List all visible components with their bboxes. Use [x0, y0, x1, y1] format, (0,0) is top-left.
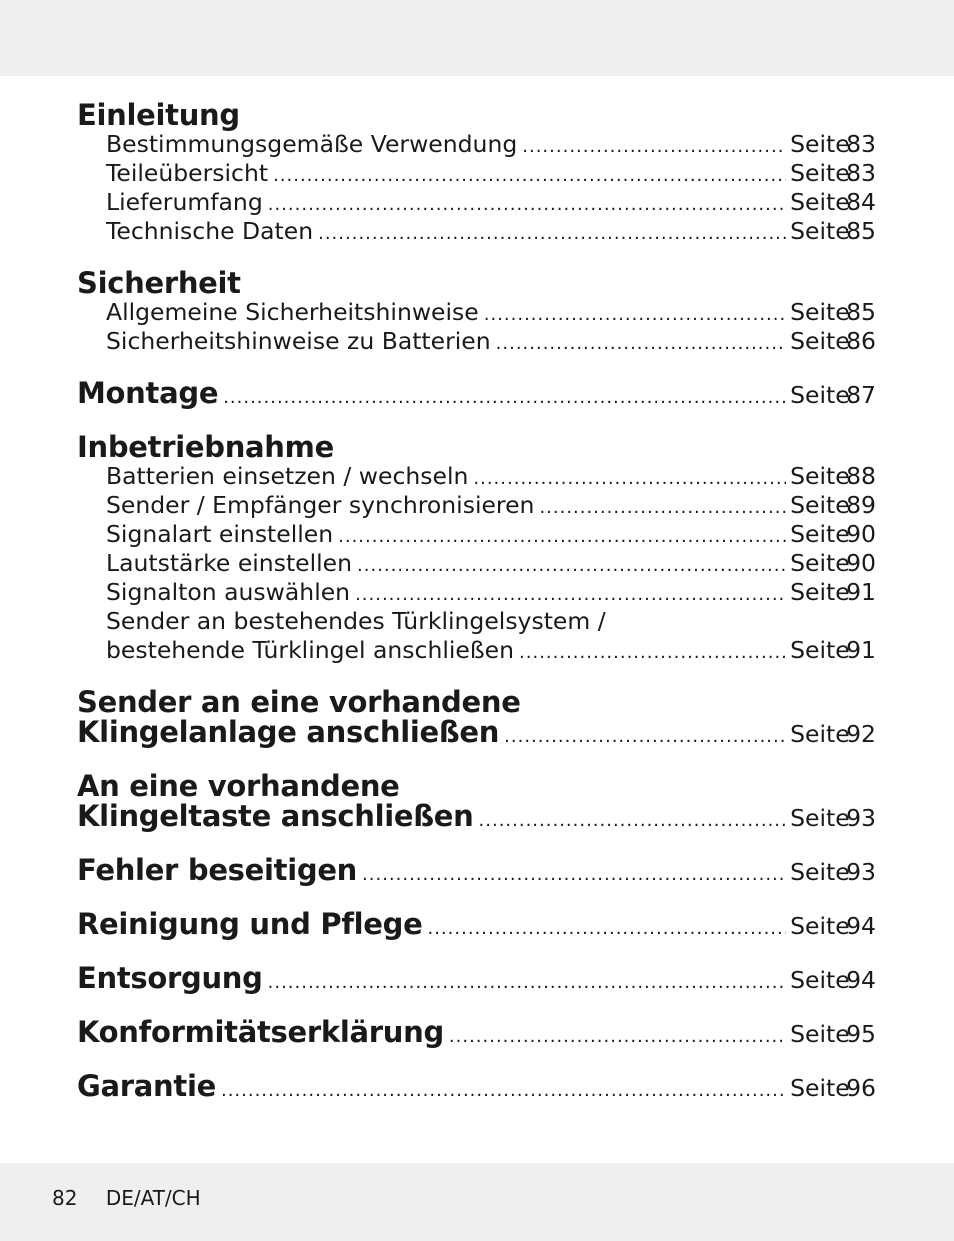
- seite-label: Seite: [790, 1020, 850, 1048]
- toc-main-entry: [77, 717, 876, 749]
- toc-main-entry: [77, 801, 876, 833]
- page-number: 91: [846, 578, 876, 606]
- entry-label: Technische Daten: [106, 217, 314, 245]
- seite-label: Seite: [790, 966, 850, 994]
- dot-leader: [519, 644, 786, 662]
- dot-leader: [268, 974, 786, 992]
- page-footer: [52, 1186, 223, 1210]
- section-heading: Inbetriebnahme: [77, 430, 334, 464]
- section-heading: Garantie: [77, 1069, 216, 1103]
- page-number: 85: [846, 298, 876, 326]
- dot-leader: [479, 812, 787, 830]
- toc-entry: [77, 491, 876, 520]
- toc-section-klingeltaste: [77, 771, 876, 833]
- dot-leader: [522, 138, 786, 156]
- entry-label: Signalart einstellen: [106, 520, 334, 548]
- section-heading: Sicherheit: [77, 266, 241, 300]
- entry-label: Signalton auswählen: [106, 578, 351, 606]
- entry-label: Allgemeine Sicherheitshinweise: [106, 298, 479, 326]
- toc-entry: [77, 462, 876, 491]
- seite-label: Seite: [790, 130, 850, 158]
- toc-entry: [77, 159, 876, 188]
- page-number: 84: [846, 188, 876, 216]
- toc-section-entsorgung: [77, 963, 876, 995]
- toc-section-inbetriebnahme: [77, 432, 876, 665]
- toc-entry: [77, 578, 876, 607]
- entry-label: Teileübersicht: [106, 159, 269, 187]
- toc-entry: [77, 636, 876, 665]
- toc-entry: [77, 217, 876, 246]
- dot-leader: [355, 586, 786, 604]
- toc-main-entry: [77, 1017, 876, 1049]
- toc-section-einleitung: [77, 100, 876, 246]
- section-heading-line1: Sender an eine vorhandene: [77, 685, 521, 719]
- dot-leader: [338, 528, 786, 546]
- dot-leader: [427, 920, 786, 938]
- section-heading: Konformitätserklärung: [77, 1015, 444, 1049]
- entry-label: bestehende Türklingel anschließen: [106, 636, 515, 664]
- entry-label: Sicherheitshinweise zu Batterien: [106, 327, 491, 355]
- page-number: 88: [846, 462, 876, 490]
- toc-main-entry: [77, 963, 876, 995]
- page-number: 94: [846, 966, 876, 994]
- section-heading: Fehler beseitigen: [77, 853, 358, 887]
- entry-label: Batterien einsetzen / wechseln: [106, 462, 469, 490]
- toc-section-konformitaet: [77, 1017, 876, 1049]
- seite-label: Seite: [790, 520, 850, 548]
- seite-label: Seite: [790, 912, 850, 940]
- seite-label: Seite: [790, 578, 850, 606]
- page-number: 92: [846, 720, 876, 748]
- page-number: 90: [846, 549, 876, 577]
- seite-label: Seite: [790, 491, 850, 519]
- toc-entry: [77, 130, 876, 159]
- page-number: 96: [846, 1074, 876, 1102]
- seite-label: Seite: [790, 159, 850, 187]
- section-heading: Reinigung und Pflege: [77, 907, 423, 941]
- entry-label: Sender / Empfänger synchronisieren: [106, 491, 535, 519]
- toc-main-entry: [77, 855, 876, 887]
- dot-leader: [318, 225, 786, 243]
- dot-leader: [362, 866, 786, 884]
- table-of-contents: [77, 100, 876, 1125]
- toc-entry: [77, 549, 876, 578]
- page-number: 91: [846, 636, 876, 664]
- toc-entry: [77, 298, 876, 327]
- section-heading: Entsorgung: [77, 961, 263, 995]
- dot-leader: [273, 167, 786, 185]
- page-number: 89: [846, 491, 876, 519]
- entry-label: Bestimmungsgemäße Verwendung: [106, 130, 518, 158]
- seite-label: Seite: [790, 327, 850, 355]
- dot-leader: [484, 306, 786, 324]
- seite-label: Seite: [790, 298, 850, 326]
- page-number: 94: [846, 912, 876, 940]
- dot-leader: [473, 470, 786, 488]
- toc-section-sicherheit: [77, 268, 876, 356]
- entry-label-line1: Sender an bestehendes Türklingelsystem /: [106, 607, 606, 635]
- footer-region: DE/AT/CH: [105, 1186, 201, 1210]
- seite-label: Seite: [790, 549, 850, 577]
- seite-label: Seite: [790, 636, 850, 664]
- dot-leader: [539, 499, 786, 517]
- toc-entry: [77, 188, 876, 217]
- toc-main-entry: [77, 1071, 876, 1103]
- page-number: 95: [846, 1020, 876, 1048]
- section-heading-line1: An eine vorhandene: [77, 769, 400, 803]
- seite-label: Seite: [790, 804, 850, 832]
- seite-label: Seite: [790, 462, 850, 490]
- page-number: 93: [846, 804, 876, 832]
- seite-label: Seite: [790, 720, 850, 748]
- page-number: 83: [846, 159, 876, 187]
- page-number: 85: [846, 217, 876, 245]
- section-heading: Klingelanlage anschließen: [77, 715, 500, 749]
- section-heading: Klingeltaste anschließen: [77, 799, 474, 833]
- dot-leader: [449, 1028, 786, 1046]
- seite-label: Seite: [790, 1074, 850, 1102]
- toc-entry: [77, 327, 876, 356]
- page-number: 86: [846, 327, 876, 355]
- top-band: [0, 0, 954, 76]
- toc-main-entry: [77, 909, 876, 941]
- toc-main-entry: [77, 378, 876, 410]
- seite-label: Seite: [790, 188, 850, 216]
- toc-section-klingelanlage: [77, 687, 876, 749]
- page-number: 87: [846, 381, 876, 409]
- dot-leader: [223, 389, 786, 407]
- toc-section-reinigung: [77, 909, 876, 941]
- dot-leader: [357, 557, 786, 575]
- dot-leader: [268, 196, 786, 214]
- toc-section-garantie: [77, 1071, 876, 1103]
- dot-leader: [504, 728, 786, 746]
- seite-label: Seite: [790, 381, 850, 409]
- toc-section-fehler: [77, 855, 876, 887]
- dot-leader: [496, 335, 786, 353]
- toc-entry: [77, 520, 876, 549]
- page-number: 90: [846, 520, 876, 548]
- toc-section-montage: [77, 378, 876, 410]
- page-number: 83: [846, 130, 876, 158]
- dot-leader: [221, 1082, 786, 1100]
- seite-label: Seite: [790, 858, 850, 886]
- seite-label: Seite: [790, 217, 850, 245]
- entry-label: Lautstärke einstellen: [106, 549, 353, 577]
- footer-page-number: 82: [52, 1186, 78, 1210]
- section-heading: Einleitung: [77, 98, 240, 132]
- section-heading: Montage: [77, 376, 219, 410]
- entry-label: Lieferumfang: [106, 188, 263, 216]
- page-number: 93: [846, 858, 876, 886]
